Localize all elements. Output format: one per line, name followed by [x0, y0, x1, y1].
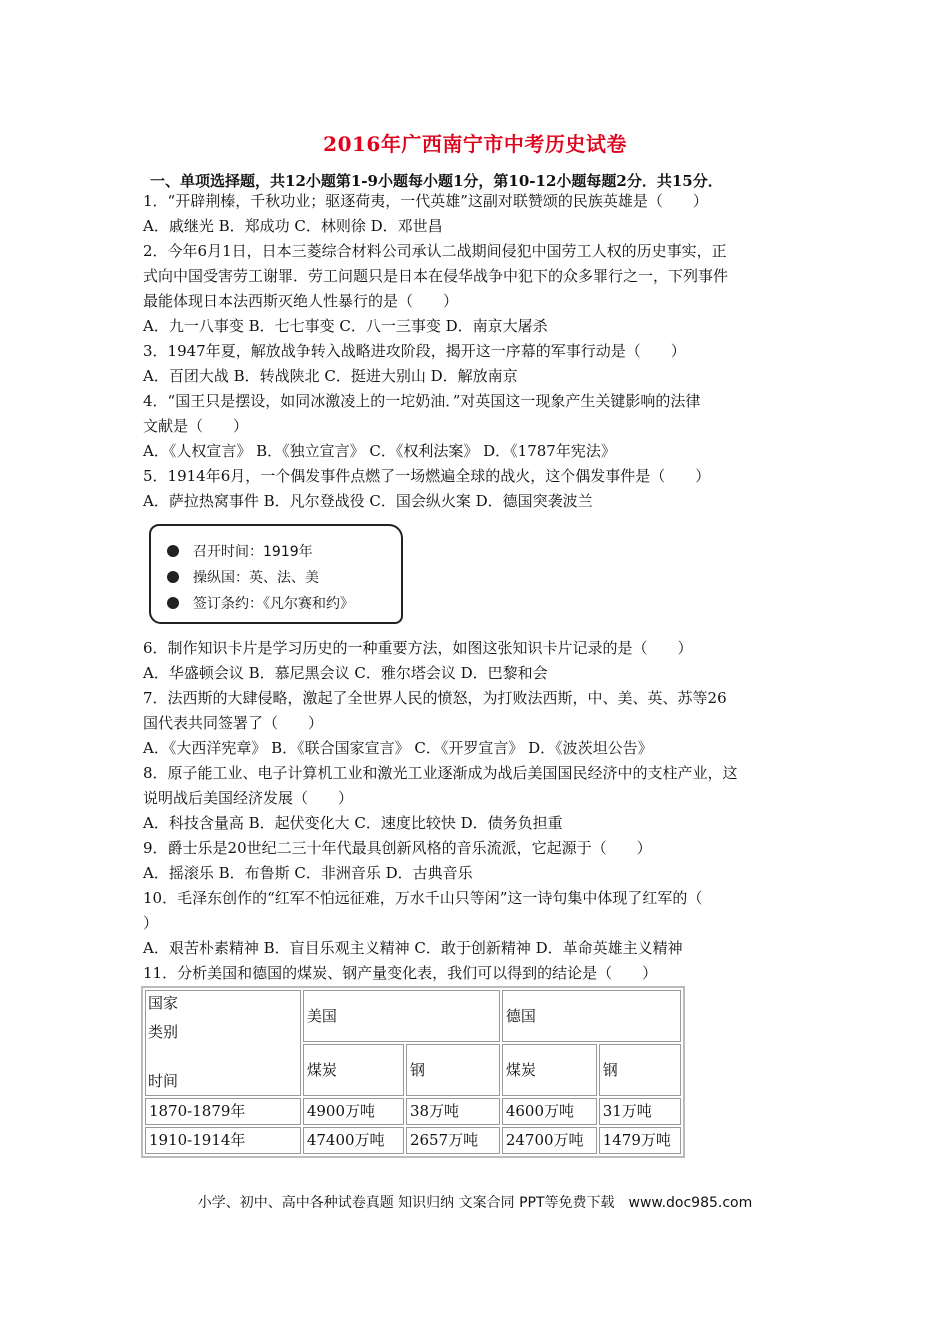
header-country: 国家 — [148, 994, 179, 1012]
answer-options: A．百团大战 B．转战陕北 C．挺进大别山 D．解放南京 — [143, 367, 518, 385]
header-time: 时间 — [148, 1072, 179, 1090]
answer-options: A．《人权宣言》 B．《独立宣言》 C．《权利法案》 D．《1787年宪法》 — [143, 442, 616, 460]
question-text: 6．制作知识卡片是学习历史的一种重要方法，如图这张知识卡片记录的是（ ） — [143, 639, 693, 657]
knowledge-card-image — [149, 524, 403, 624]
bullet-icon — [167, 545, 179, 557]
header-usa: 美国 — [303, 990, 500, 1042]
answer-options: A．萨拉热窝事件 B．凡尔登战役 C．国会纵火案 D．德国突袭波兰 — [143, 492, 593, 510]
bullet-icon — [167, 597, 179, 609]
question-text: 国代表共同签署了（ ） — [143, 714, 324, 732]
header-usa-steel: 钢 — [406, 1044, 500, 1096]
question-group — [143, 636, 818, 986]
header-usa-coal: 煤炭 — [303, 1044, 404, 1096]
question-text: 8．原子能工业、电子计算机工业和激光工业逐渐成为战后美国国民经济中的支柱产业，这 — [143, 764, 738, 782]
header-de-steel: 钢 — [599, 1044, 681, 1096]
header-germany: 德国 — [502, 990, 681, 1042]
answer-options: A．《大西洋宪章》 B．《联合国家宣言》 C．《开罗宣言》 D．《波茨坦公告》 — [143, 739, 653, 757]
answer-options: A．科技含量高 B．起伏变化大 C．速度比较快 D．债务负担重 — [143, 814, 563, 832]
table-row: 1870-1879年 4900万吨 38万吨 4600万吨 31万吨 — [145, 1098, 681, 1125]
table-row: 1910-1914年 47400万吨 2657万吨 24700万吨 1479万吨 — [145, 1127, 681, 1154]
answer-options: A．华盛顿会议 B．慕尼黑会议 C．雅尔塔会议 D．巴黎和会 — [143, 664, 548, 682]
question-text: 式向中国受害劳工谢罪．劳工问题只是日本在侵华战争中犯下的众多罪行之一，下列事件 — [143, 267, 729, 285]
question-text: 2．今年6月1日，日本三菱综合材料公司承认二战期间侵犯中国劳工人权的历史事实，正 — [143, 242, 727, 260]
question-text: 10．毛泽东创作的“红军不怕远征难，万水千山只等闲”这一诗句集中体现了红军的（ — [143, 889, 703, 907]
bullet-icon — [167, 571, 179, 583]
question-text: 最能体现日本法西斯灭绝人性暴行的是（ ） — [143, 292, 459, 310]
question-text: 11．分析美国和德国的煤炭、钢产量变化表，我们可以得到的结论是（ ） — [143, 964, 658, 982]
question-text: 7．法西斯的大肆侵略，激起了全世界人民的愤怒，为打败法西斯，中、美、英、苏等26 — [143, 689, 727, 707]
question-text: 1．“开辟荆榛，千秋功业；驱逐荷夷，一代英雄”这副对联赞颂的民族英雄是（ ） — [143, 192, 708, 210]
question-text: 4．“国王只是摆设，如同冰激凌上的一坨奶油．”对英国这一现象产生关键影响的法律 — [143, 392, 701, 410]
question-text: ） — [143, 914, 159, 932]
question-text: 5．1914年6月，一个偶发事件点燃了一场燃遍全球的战火，这个偶发事件是（ ） — [143, 467, 711, 485]
card-row: 召开时间：1919年 — [167, 540, 313, 564]
production-table — [141, 986, 685, 1158]
exam-title: 2016年广西南宁市中考历史试卷 — [323, 132, 627, 156]
card-row: 操纵国：英、法、美 — [167, 566, 319, 590]
question-group — [143, 189, 818, 514]
exam-body — [143, 189, 818, 1158]
header-category: 类别 — [148, 1023, 179, 1041]
card-row: 签订条约：《凡尔赛和约》 — [167, 592, 354, 616]
footer-note: 小学、初中、高中各种试卷真题 知识归纳 文案合同 PPT等免费下载 www.doc985.com — [197, 1195, 753, 1211]
header-de-coal: 煤炭 — [502, 1044, 597, 1096]
answer-options: A．戚继光 B．郑成功 C．林则徐 D．邓世昌 — [143, 217, 443, 235]
question-text: 说明战后美国经济发展（ ） — [143, 789, 354, 807]
section-heading: 一、单项选择题，共12小题第1-9小题每小题1分，第10-12小题每题2分．共15分． — [150, 172, 723, 190]
answer-options: A．九一八事变 B．七七事变 C．八一三事变 D．南京大屠杀 — [143, 317, 548, 335]
question-text: 3．1947年夏，解放战争转入战略进攻阶段，揭开这一序幕的军事行动是（ ） — [143, 342, 686, 360]
question-text: 文献是（ ） — [143, 417, 249, 435]
question-text: 9．爵士乐是20世纪二三十年代最具创新风格的音乐流派，它起源于（ ） — [143, 839, 652, 857]
table-corner-cell — [145, 990, 301, 1096]
answer-options: A．艰苦朴素精神 B．盲目乐观主义精神 C．敢于创新精神 D．革命英雄主义精神 — [143, 939, 683, 957]
answer-options: A．摇滚乐 B．布鲁斯 C．非洲音乐 D．古典音乐 — [143, 864, 473, 882]
